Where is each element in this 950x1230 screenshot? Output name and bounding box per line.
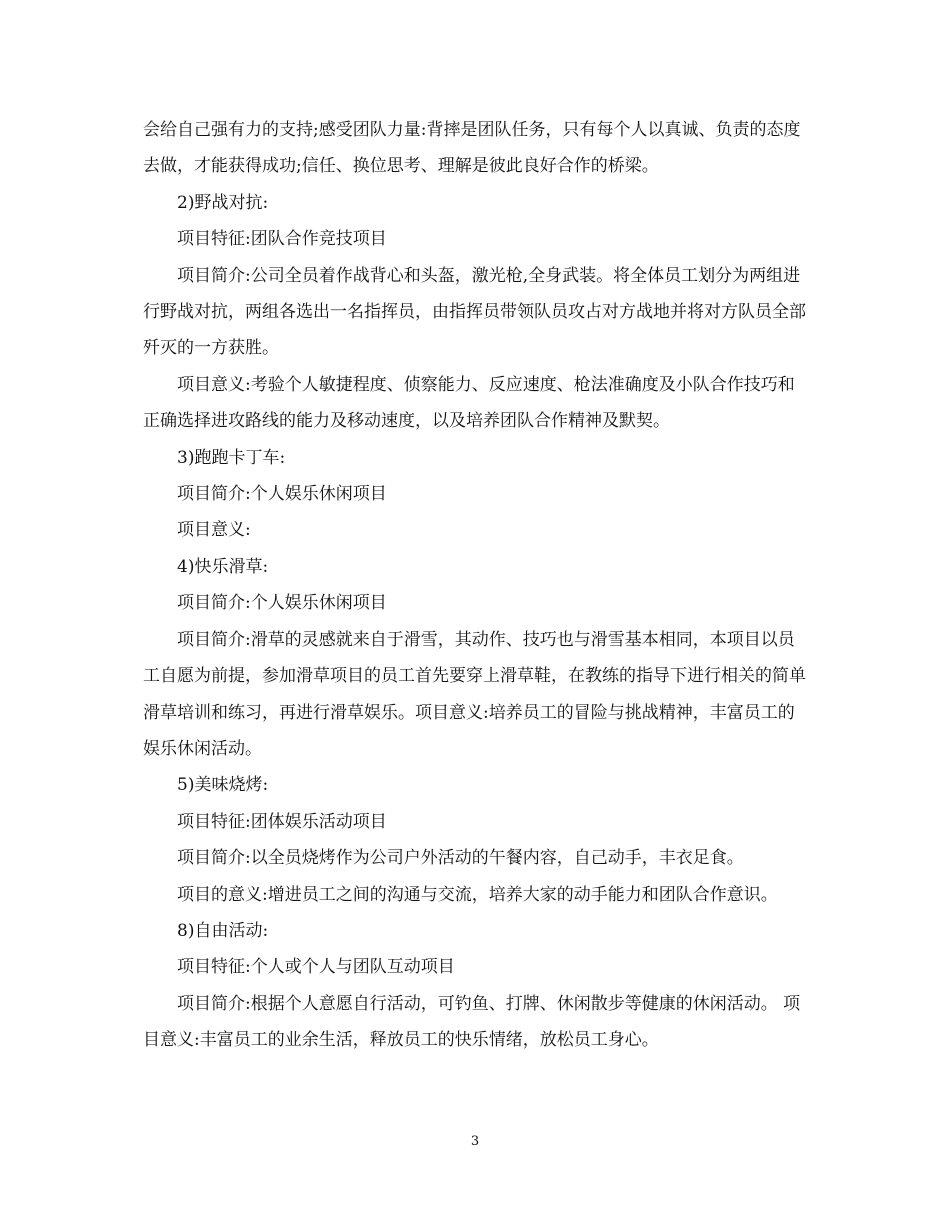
page-number: 3 [470, 1134, 480, 1149]
paragraph: 项目简介:个人娱乐休闲项目 [177, 593, 387, 614]
section-heading-free-activity: 8)自由活动: [177, 920, 269, 941]
paragraph: 项目特征:团体娱乐活动项目 [177, 811, 387, 832]
paragraph: 项目特征:团队合作竞技项目 [177, 229, 387, 250]
paragraph: 项目意义:考验个人敏捷程度、侦察能力、反应速度、枪法准确度及小队合作技巧和正确选择进攻路线的能力及移动速度，以及培养团队合作精神及默契。 [143, 374, 795, 432]
paragraph: 项目简介:滑草的灵感就来自于滑雪，其动作、技巧也与滑雪基本相同，本项目以员工自愿为前提，参加滑草项目的员工首先要穿上滑草鞋，在教练的指导下进行相关的简单滑草培训和练习，再进行滑草娱乐。项目意义:培养员工的冒险与挑战精神，丰富员工的娱乐休闲活动。 [143, 629, 806, 759]
paragraph: 项目简介:根据个人意愿自行活动，可钓鱼、打牌、休闲散步等健康的休闲活动。 项目意义:丰富员工的业余生活，释放员工的快乐情绪，放松员工身心。 [143, 993, 801, 1051]
paragraph: 项目意义: [177, 520, 251, 541]
section-heading-kart: 3)跑跑卡丁车: [177, 447, 286, 468]
paragraph: 项目简介:公司全员着作战背心和头盔，激光枪,全身武装。将全体员工划分为两组进行野战对抗，两组各选出一名指挥员，由指挥员带领队员攻占对方战地并将对方队员全部歼灭的一方获胜。 [143, 265, 806, 359]
section-heading-barbecue: 5)美味烧烤: [177, 775, 269, 796]
section-heading-field-battle: 2)野战对抗: [177, 192, 269, 213]
paragraph: 项目简介:以全员烧烤作为公司户外活动的午餐内容，自己动手，丰衣足食。 [177, 848, 744, 869]
paragraph: 项目简介:个人娱乐休闲项目 [177, 484, 387, 505]
document-body [143, 112, 808, 1059]
section-heading-grass-skiing: 4)快乐滑草: [177, 556, 269, 577]
paragraph: 项目的意义:增进员工之间的沟通与交流，培养大家的动手能力和团队合作意识。 [177, 884, 778, 905]
paragraph-team-fall-continued: 会给自己强有力的支持;感受团队力量:背摔是团队任务，只有每个人以真诚、负责的态度去做，才能获得成功;信任、换位思考、理解是彼此良好合作的桥梁。 [143, 120, 801, 177]
paragraph: 项目特征:个人或个人与团队互动项目 [177, 957, 455, 978]
